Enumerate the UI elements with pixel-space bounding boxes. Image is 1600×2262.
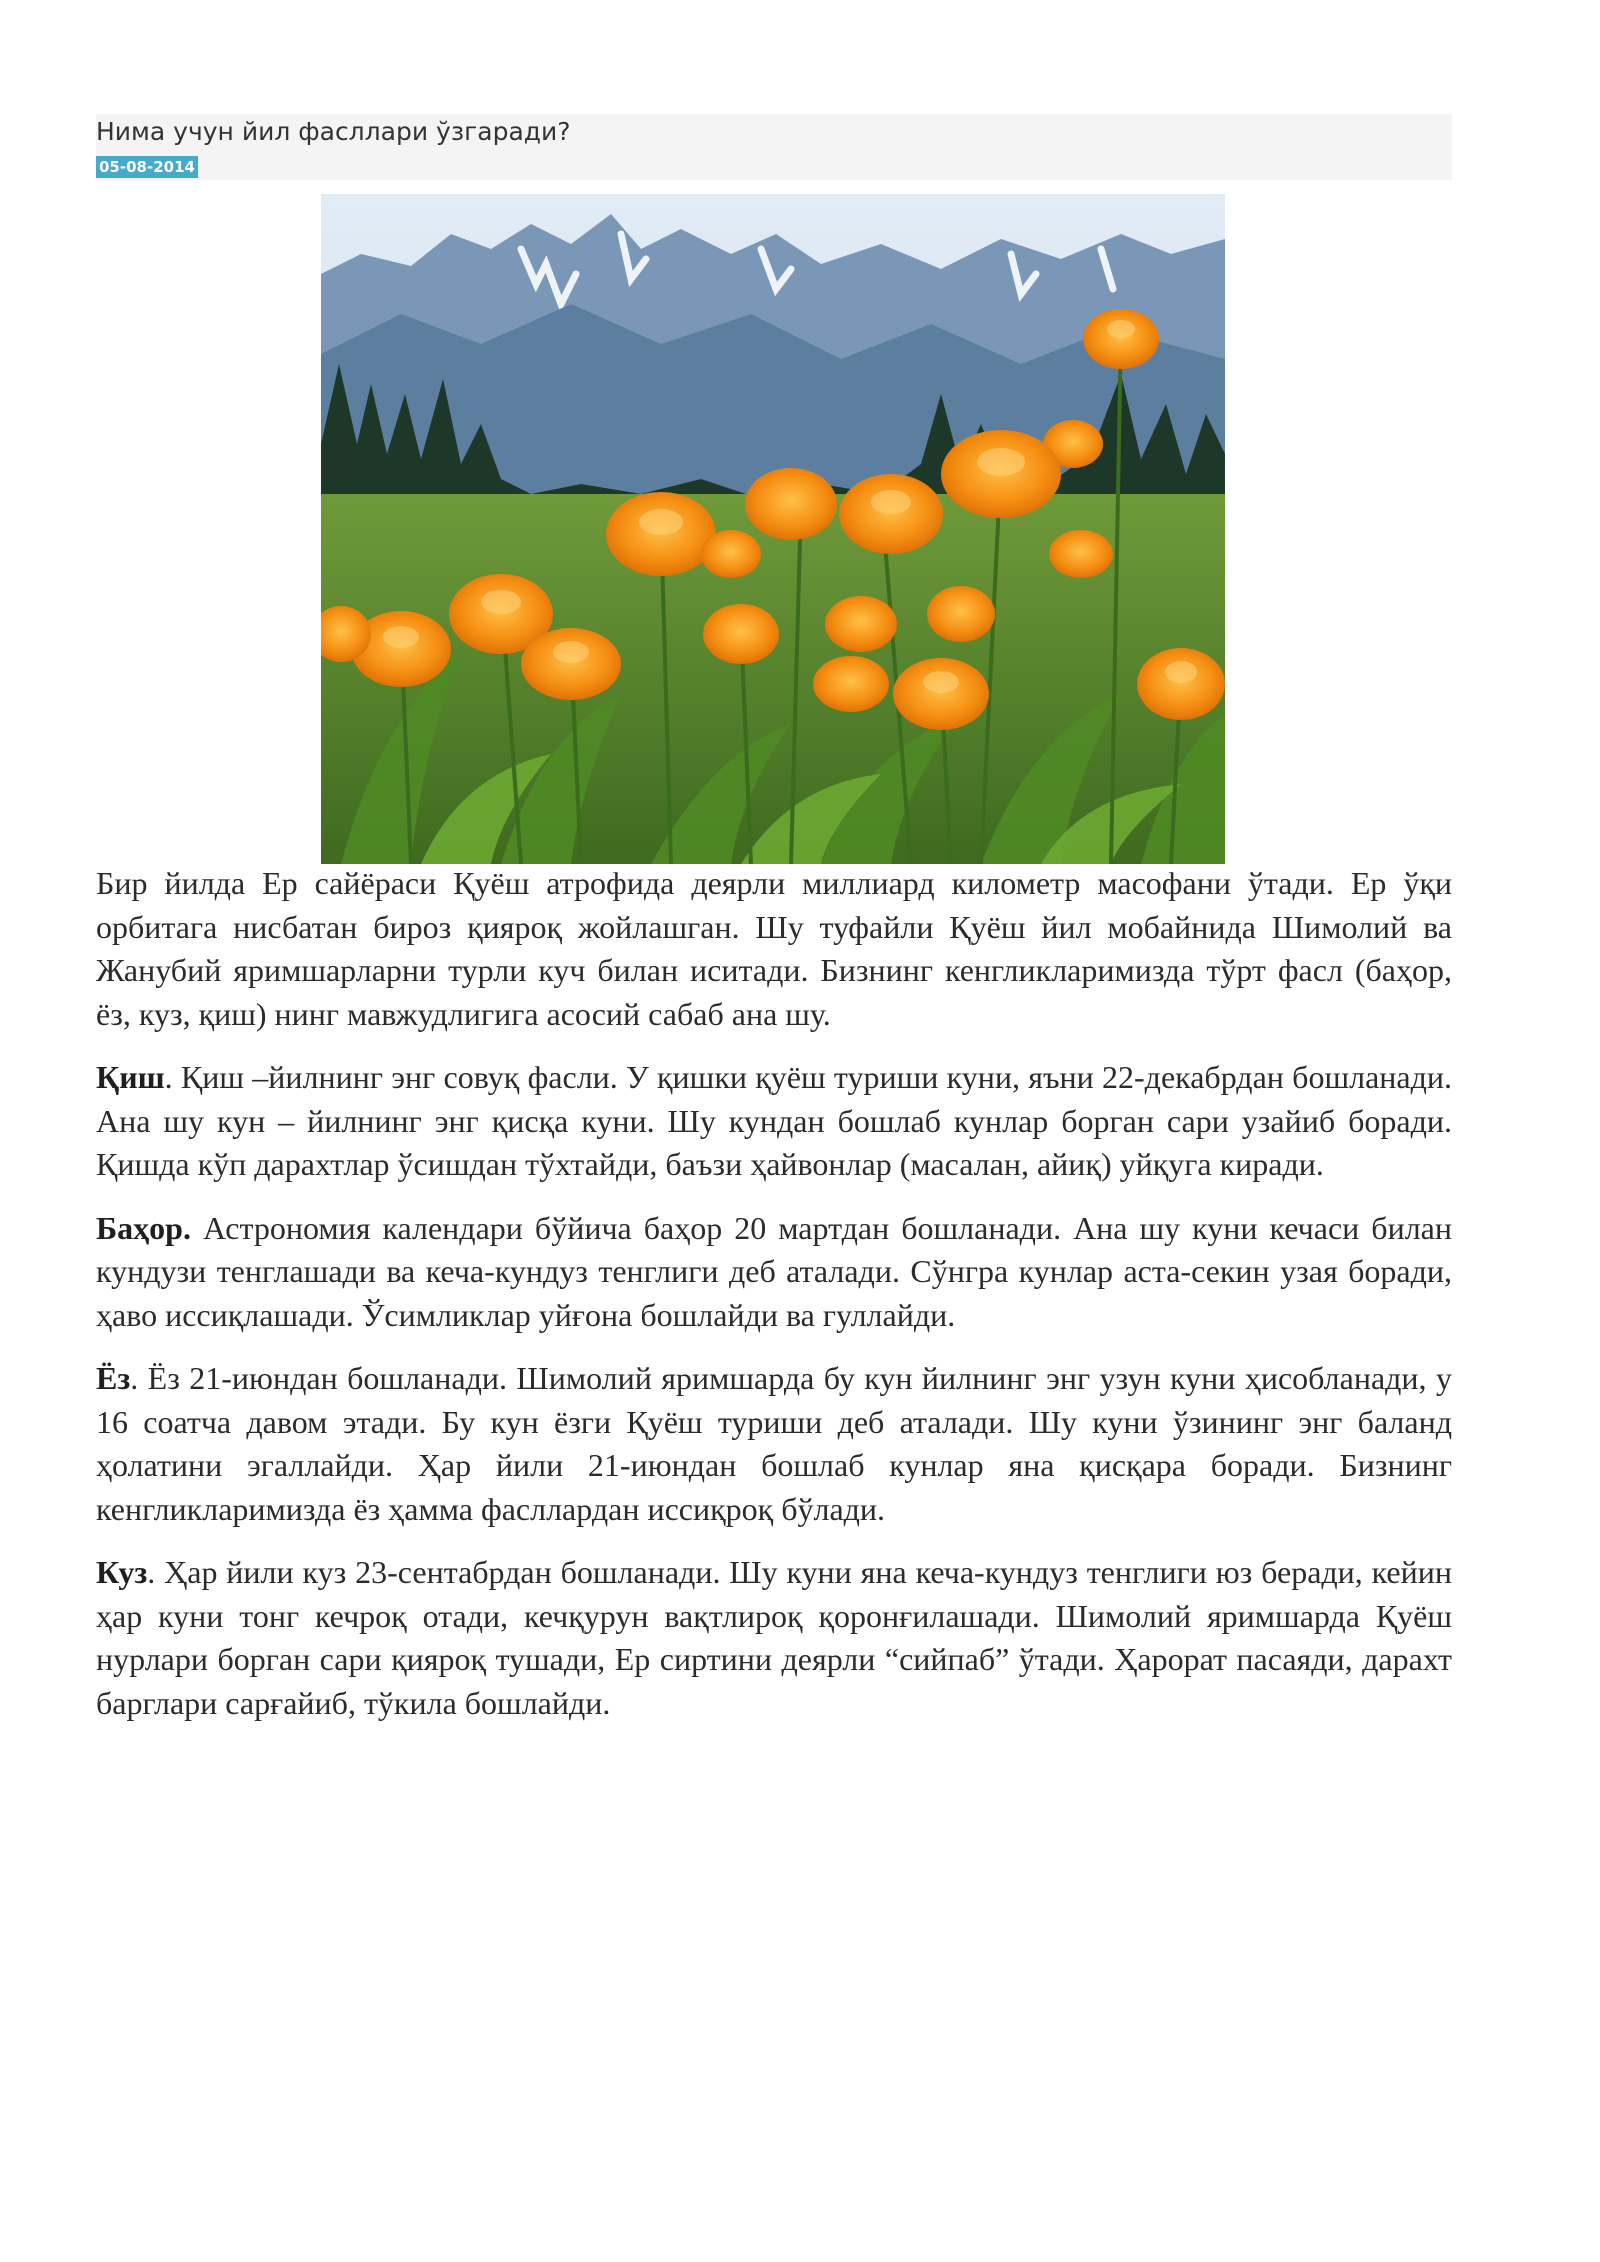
article-body <box>96 862 1452 1745</box>
paragraph-summer <box>96 1357 1452 1531</box>
paragraph-text: Астрономия календари бўйича баҳор 20 мартдан бошланади. Ана шу куни кечаси билан кундузи тенглашади ва кеча-кундуз тенглиги деб аталади. Сўнгра кунлар аста-секин узая боради, ҳаво иссиқлашади. Ўсимликлар уйғона бошлайди ва гуллайди. <box>96 1209 1452 1333</box>
paragraph-lead: Баҳор. <box>96 1209 191 1246</box>
article-header <box>96 114 1452 180</box>
paragraph-lead: Қиш <box>96 1059 165 1095</box>
paragraph-text: . Ҳар йили куз 23-сентабрдан бошланади. Шу куни яна кеча-кундуз тенглиги юз беради, кейин ҳар куни тонг кечроқ отади, кечқурун вақтлироқ қоронғилашади. Шимолий яримшарда Қуёш нурлари борган сари қияроқ тушади, Ер сиртини деярли “сийпаб” ўтади. Ҳарорат пасаяди, дарахт барглари сарғайиб, тўкила бошлайди. <box>96 1554 1452 1721</box>
paragraph-text: . Қиш –йилнинг энг совуқ фасли. У қишки қуёш туриши куни, яъни 22-декабрдан бошланади. Ана шу кун – йилнинг энг қисқа куни. Шу кундан бошлаб кунлар борган сари узайиб боради. Қишда кўп дарахтлар ўсишдан тўхтайди, баъзи ҳайвонлар (масалан, айиқ) уйқуга киради. <box>96 1059 1452 1182</box>
paragraph-text: Бир йилда Ер сайёраси Қуёш атрофида деярли миллиард километр масофани ўтади. Ер ўқи орбитага нисбатан бироз қияроқ жойлашган. Шу туфайли Қуёш йил мобайнида Шимолий ва Жанубий яримшарларни турли куч билан иситади. Бизнинг кенгликларимизда тўрт фасл (баҳор, ёз, куз, қиш) нинг мавжудлигига асосий сабаб ана шу. <box>96 865 1452 1032</box>
paragraph-spring <box>96 1207 1452 1338</box>
date-badge: 05-08-2014 <box>96 156 198 178</box>
mountain-meadow-illustration <box>321 194 1225 864</box>
article-photo <box>321 194 1225 864</box>
article-title: Нима учун йил фасллари ўзгаради? <box>96 117 571 146</box>
paragraph-intro <box>96 862 1452 1036</box>
paragraph-lead: Куз <box>96 1554 148 1590</box>
paragraph-lead: Ёз <box>96 1360 131 1396</box>
paragraph-text: . Ёз 21-июндан бошланади. Шимолий яримшарда бу кун йилнинг энг узун куни ҳисобланади, у 16 соатча давом этади. Бу кун ёзги Қуёш туриши деб аталади. Шу куни ўзининг энг баланд ҳолатини эгаллайди. Ҳар йили 21-июндан бошлаб кунлар яна қисқара боради. Бизнинг кенгликларимизда ёз ҳамма фасллардан иссиқроқ бўлади. <box>96 1360 1452 1527</box>
paragraph-winter <box>96 1056 1452 1187</box>
paragraph-autumn <box>96 1551 1452 1725</box>
